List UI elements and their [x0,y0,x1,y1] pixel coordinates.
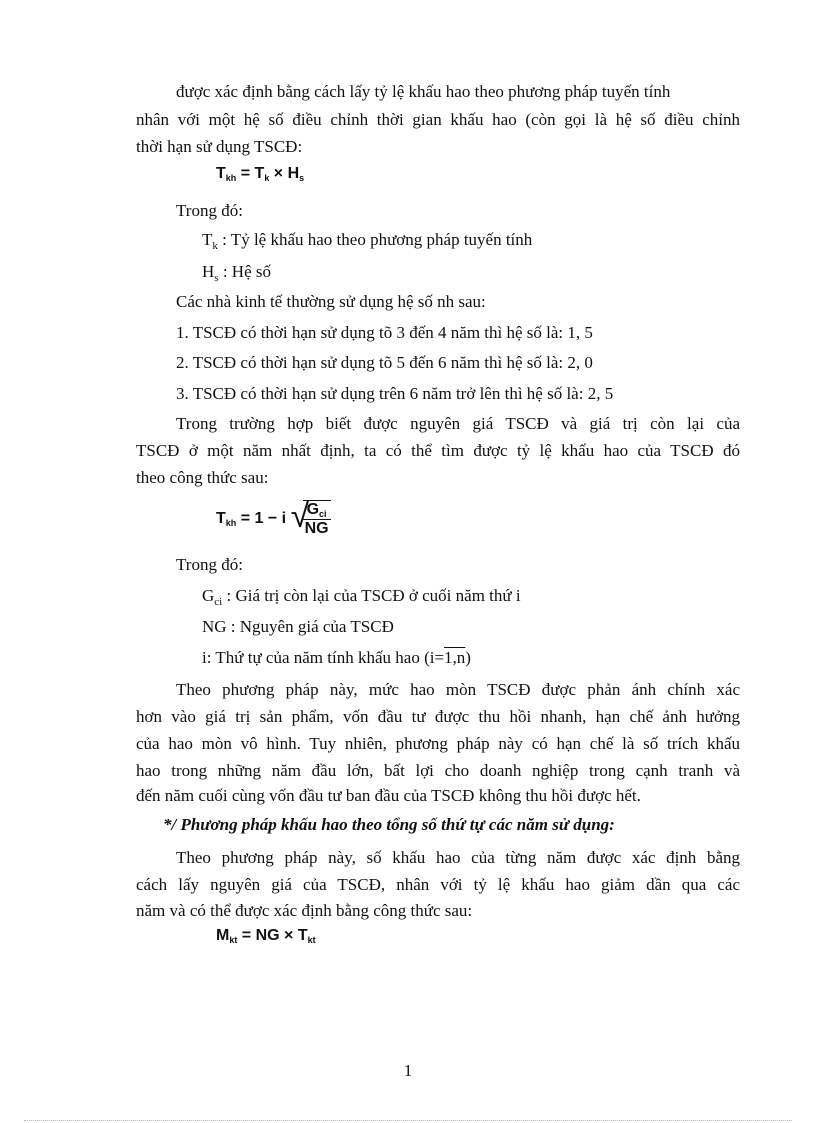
formula-tkh-sqrt: $T_{kh} = 1 - i$ √ $\frac{G_{ci}}{NG}$ [216,497,329,537]
p3-line4: hao trong những năm đầu lớn, bất lợi cho doanh nghiệp trong cạnh tranh và [136,761,740,780]
p1-line1: được xác định bằng cách lấy tỷ lệ khấu hao theo phương pháp tuyến tính [176,82,671,101]
list-item-3: 3. TSCĐ có thời hạn sử dụng trên 6 năm trở lên thì hệ số là: 2, 5 [176,384,614,403]
def-gci: $G_{ci}$ : Giá trị còn lại của TSCĐ ở cuối năm thứ i [202,586,521,608]
p1-line3: thời hạn sử dụng TSCĐ: [136,137,303,156]
p1-line2: nhân với một hệ số điều chỉnh thời gian khấu hao (còn gọi là hệ số điều chỉnh [136,110,740,129]
p3-line2: hơn vào giá trị sản phẩm, vốn đầu tư được thu hồi nhanh, hạn chế ảnh hưởng [136,707,740,726]
page-number: 1 [403,1061,413,1080]
trong-do-2: Trong đó: [176,555,243,574]
p3-line5: đến năm cuối cùng vốn đầu tư ban đầu của TSCĐ không thu hồi được hết. [136,786,641,805]
list-item-1: 1. TSCĐ có thời hạn sử dụng tõ 3 đến 4 năm thì hệ số là: 1, 5 [176,323,593,342]
cac-nha-kinh-te: Các nhà kinh tế thường sử dụng hệ số nh sau: [176,292,486,311]
def-tk: $T_k$ : Tỷ lệ khấu hao theo phương pháp tuyến tính [202,230,533,252]
p2-line3: theo công thức sau: [136,468,269,487]
def-i: i: Thứ tự của năm tính khấu hao (i=1,n) [202,648,471,667]
section-heading: */ Phương pháp khấu hao theo tổng số thứ tự các năm sử dụng: [163,815,615,834]
p3-line1: Theo phương pháp này, mức hao mòn TSCĐ được phản ánh chính xác [176,680,740,699]
p4-line1: Theo phương pháp này, số khấu hao của từng năm được xác định bằng [176,848,740,867]
fraction: $\frac{G_{ci}}{NG}$ [304,501,329,537]
def-ng: NG : Nguyên giá của TSCĐ [202,617,394,636]
p2-line1: Trong trường hợp biết được nguyên giá TSCĐ và giá trị còn lại của [176,414,740,433]
p4-line3: năm và có thể được xác định bằng công thức sau: [136,901,473,920]
formula-mkt: $M_{kt}$ = NG × $T_{kt}$ [216,927,316,945]
p2-line2: TSCĐ ở một năm nhất định, ta có thể tìm được tỷ lệ khấu hao của TSCĐ đó [136,441,740,460]
trong-do-1: Trong đó: [176,201,243,220]
def-hs: $H_s$ : Hệ số [202,262,271,284]
page-footer-divider [24,1120,792,1121]
list-item-2: 2. TSCĐ có thời hạn sử dụng tõ 5 đến 6 năm thì hệ số là: 2, 0 [176,353,593,372]
p3-line3: của hao mòn vô hình. Tuy nhiên, phương pháp này có hạn chế là số trích khấu [136,734,740,753]
p4-line2: cách lấy nguyên giá của TSCĐ, nhân với tỷ lệ khấu hao giảm dần qua các [136,875,740,894]
formula-tkh: $T_{kh} = T_k \times H_s$ [216,165,305,183]
sqrt-symbol: √ $\frac{G_{ci}}{NG}$ [290,497,329,537]
